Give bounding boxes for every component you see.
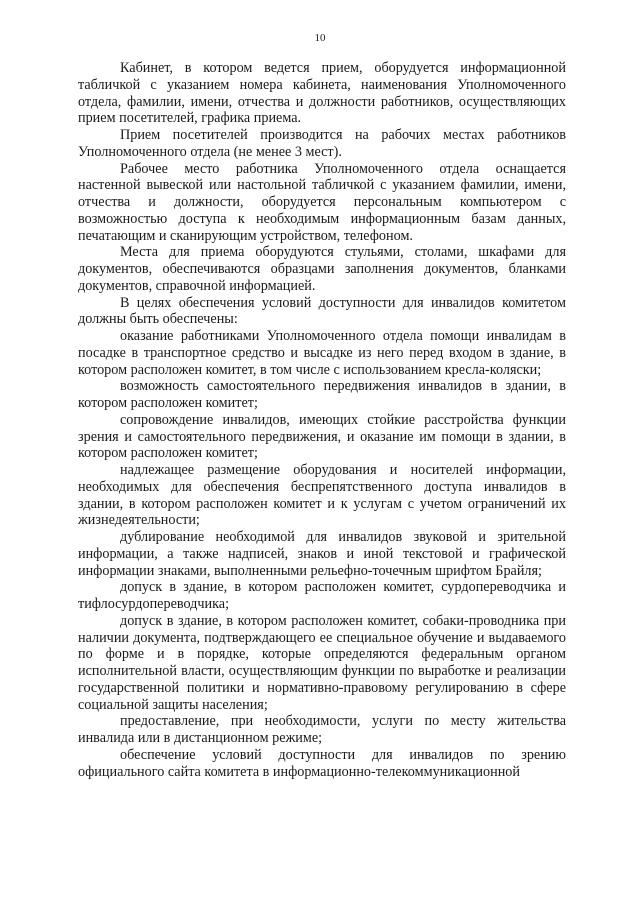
- paragraph-accessibility-intro: В целях обеспечения условий доступности для инвалидов комитетом должны быть обеспечены:: [78, 294, 566, 328]
- paragraph-reception-furniture: Места для приема оборудуются стульями, столами, шкафами для документов, обеспечиваются образцами заполнения документов, бланками документов, справочной информацией.: [78, 244, 566, 294]
- paragraph-reception-places: Прием посетителей производится на рабочих местах работников Уполномоченного отдела (не менее 3 мест).: [78, 127, 566, 160]
- paragraph-interpreter-admission: допуск в здание, в котором расположен комитет, сурдопереводчика и тифлосурдопереводчика;: [78, 579, 566, 612]
- paragraph-office-signage: Кабинет, в котором ведется прием, оборудуется информационной табличкой с указанием номера кабинета, наименования Уполномоченного отдела, фамилии, имени, отчества и должности работников, осуществляющих прием посетителей, графика приема.: [78, 60, 566, 127]
- paragraph-workplace-equipment: Рабочее место работника Уполномоченного отдела оснащается настенной вывеской или настольной табличкой с указанием фамилии, имени, отчества и должности, оборудуется персональным компьютером с возможностью доступа к необходимым информационным базам данных, печатающим и сканирующим устройством, телефоном.: [78, 160, 566, 244]
- paragraph-equipment-placement: надлежащее размещение оборудования и носителей информации, необходимых для обеспечения беспрепятственного доступа инвалидов в здании, в котором расположен комитет и к услугам с учетом ограничений их жизнедеятельности;: [78, 462, 566, 529]
- document-body: [78, 60, 566, 780]
- paragraph-boarding-assistance: оказание работниками Уполномоченного отдела помощи инвалидам в посадке в транспортное средство и высадке из него перед входом в здание, в котором расположен комитет, в том числе с использованием кресла-коляски;: [78, 328, 566, 378]
- paragraph-guide-dog-admission: допуск в здание, в котором расположен комитет, собаки-проводника при наличии документа, подтверждающего ее специальное обучение и выдаваемого по форме и в порядке, которые определяются федеральным органом исполнительной власти, осуществляющим функции по выработке и реализации государственной политики и нормативно-правовому регулированию в сфере социальной защиты населения;: [78, 612, 566, 713]
- paragraph-escort-assistance: сопровождение инвалидов, имеющих стойкие расстройства функции зрения и самостоятельного передвижения, и оказание им помощи в здании, в котором расположен комитет;: [78, 411, 566, 462]
- paragraph-website-accessibility: обеспечение условий доступности для инвалидов по зрению официального сайта комитета в информационно-телекоммуникационной: [78, 746, 566, 780]
- paragraph-braille-duplication: дублирование необходимой для инвалидов звуковой и зрительной информации, а также надписей, знаков и иной текстовой и графической информации знаками, выполненными рельефно-точечным шрифтом Брайля;: [78, 529, 566, 579]
- page-number: 10: [314, 32, 326, 44]
- paragraph-remote-service: предоставление, при необходимости, услуги по месту жительства инвалида или в дистанционном режиме;: [78, 713, 566, 746]
- paragraph-independent-movement: возможность самостоятельного передвижения инвалидов в здании, в котором расположен комитет;: [78, 378, 566, 411]
